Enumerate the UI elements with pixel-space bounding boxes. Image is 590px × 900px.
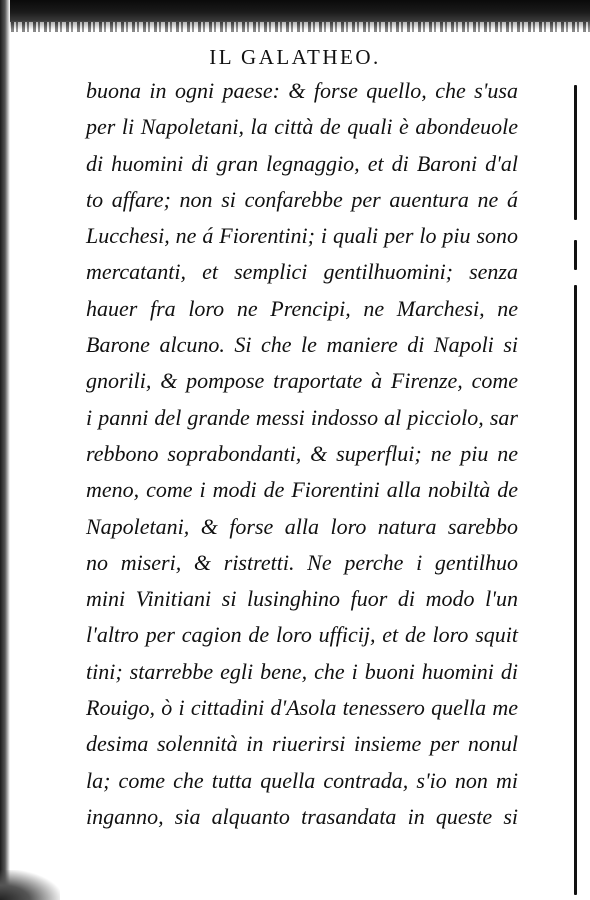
text-line: rebbono soprabondanti, & superflui; ne piu ne: [86, 440, 518, 466]
text-line: gnorili, & pompose traportate à Firenze, come: [86, 368, 518, 394]
text-line: inganno, sia alquanto trasandata in queste si: [86, 803, 518, 829]
text-line: l'altro per cagion de loro ufficij, et de loro squit: [86, 622, 518, 648]
text-line: la; come che tutta quella contrada, s'io non mi: [86, 767, 518, 793]
text-line: meno, come i modi de Fiorentini alla nobiltà de: [86, 477, 518, 503]
page-corner-stain: [0, 870, 60, 900]
page-left-scan-edge: [0, 0, 10, 900]
text-line: i panni del grande messi indosso al picciolo, sar: [86, 404, 518, 430]
page-top-scan-texture: [0, 22, 590, 32]
text-line: Barone alcuno. Si che le maniere di Napoli si: [86, 332, 518, 358]
text-line: mercatanti, et semplici gentilhuomini; senza: [86, 259, 518, 285]
margin-rule-mark: [574, 85, 577, 220]
text-line: desima solennità in riuerirsi insieme per nonul: [86, 731, 518, 757]
running-head: IL GALATHEO.: [209, 45, 381, 69]
text-line: mini Vinitiani si lusinghino fuor di modo l'un: [86, 586, 518, 612]
text-line: Lucchesi, ne á Fiorentini; i quali per lo piu sono: [86, 223, 518, 249]
text-line: per li Napoletani, la città de quali è abondeuole: [86, 114, 518, 140]
margin-rule-mark: [574, 240, 577, 270]
text-line: hauer fra loro ne Prencipi, ne Marchesi, ne: [86, 295, 518, 321]
text-line: to affare; non si confarebbe per auentura ne á: [86, 186, 518, 212]
text-line: tini; starrebbe egli bene, che i buoni huomini di: [86, 658, 518, 684]
margin-rule-mark: [574, 285, 577, 895]
body-text-block: [86, 73, 518, 835]
text-line: buona in ogni paese: & forse quello, che s'usa: [86, 78, 518, 103]
text-line: Rouigo, ò i cittadini d'Asola tenessero quella me: [86, 695, 518, 721]
text-line: no miseri, & ristretti. Ne perche i gentilhuo: [86, 549, 518, 575]
text-line: Napoletani, & forse alla loro natura sarebbo: [86, 513, 518, 539]
text-line: di huomini di gran legnaggio, et di Baroni d'al: [86, 150, 518, 176]
